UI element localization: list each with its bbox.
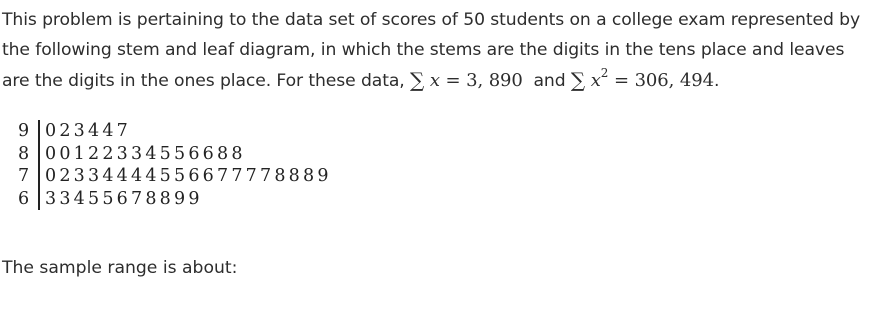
stem-leaf-row — [18, 120, 332, 143]
exponent-two: 2 — [600, 66, 609, 80]
question-text: The sample range is about: — [2, 258, 238, 278]
problem-line-1: This problem is pertaining to the data set of scores of 50 students on a college exam represented by — [2, 10, 861, 30]
sigma-symbol: ∑ — [410, 68, 425, 92]
stem: 8 — [18, 143, 40, 166]
leaves: 00122334556688 — [45, 143, 246, 164]
leaves: 023447 — [45, 121, 132, 141]
leaves: 33455678899 — [45, 188, 203, 209]
line-3-end: . — [713, 71, 720, 91]
problem-line-2: the following stem and leaf diagram, in which the stems are the digits in the tens place and leaves — [2, 39, 845, 60]
problem-line-3-prefix: are the digits in the ones place. For these data, — [2, 71, 405, 91]
sum-x-value: = 3, 890 — [445, 70, 523, 91]
stem: 6 — [18, 188, 40, 211]
problem-line-3 — [2, 65, 880, 97]
stem-and-leaf-diagram — [18, 120, 332, 210]
sum-x-squared-formula — [570, 66, 714, 92]
sum-x-formula — [410, 70, 523, 91]
leaves: 02334444556677778889 — [45, 166, 332, 186]
stem-leaf-row — [18, 188, 332, 211]
stem-leaf-row — [18, 165, 332, 188]
stem: 9 — [18, 120, 40, 143]
and-word: and — [533, 71, 566, 91]
stem: 7 — [18, 165, 40, 188]
problem-statement — [2, 6, 880, 97]
x-variable-2: x — [590, 70, 601, 91]
x-variable: x — [429, 70, 440, 91]
stem-leaf-row — [18, 143, 332, 166]
sigma-symbol-2: ∑ — [570, 68, 586, 92]
sum-x-squared-value: = 306, 494 — [613, 70, 714, 91]
